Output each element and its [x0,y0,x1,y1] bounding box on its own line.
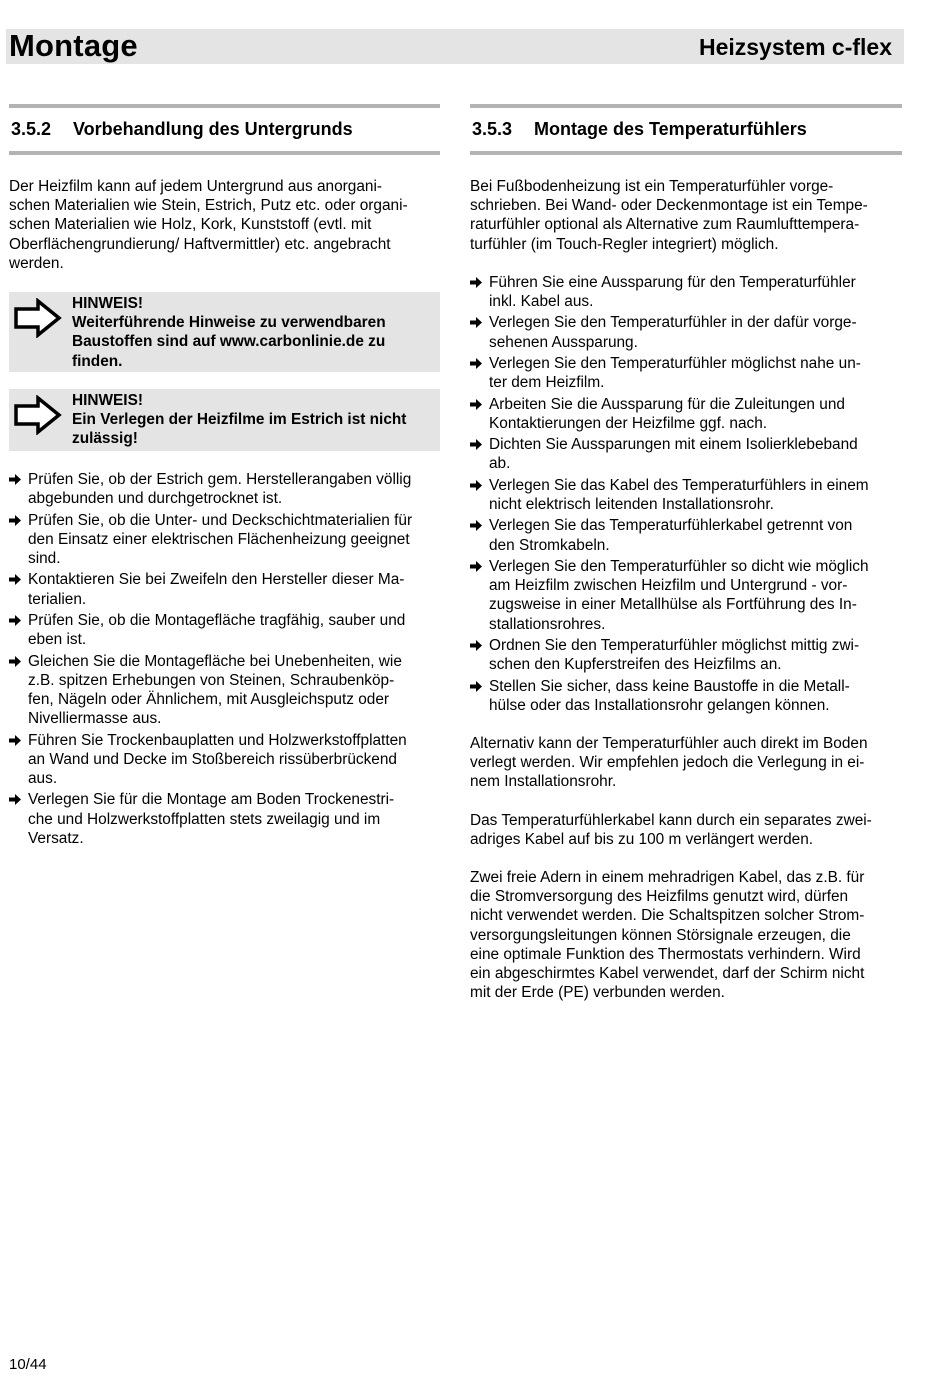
list-item: Verlegen Sie den Temperaturfühler in der dafür vorge- sehenen Aussparung. [470,313,902,351]
list-item: Kontaktieren Sie bei Zweifeln den Hersteller dieser Ma- terialien. [9,570,440,608]
bullet-arrow-icon [9,574,21,585]
section-number: 3.5.2 [11,119,52,139]
list-item: Dichten Sie Aussparungen mit einem Isolierklebeband ab. [470,435,902,473]
list-item: Stellen Sie sicher, dass keine Baustoffe in die Metall- hülse oder das Installationsrohr gelangen können. [470,677,902,715]
list-item: Gleichen Sie die Montagefläche bei Unebenheiten, wie z.B. spitzen Erhebungen von Steinen, Schraubenköp- fen, Nägeln oder Ähnlichem, mit Ausgleichsputz oder Nivelliermasse aus. [9,652,440,729]
bullet-arrow-icon [9,474,21,485]
list-item: Verlegen Sie das Temperaturfühlerkabel getrennt von den Stromkabeln. [470,516,902,554]
bullet-arrow-icon [470,520,482,531]
bullet-arrow-icon [9,735,21,746]
note-title: HINWEIS! [72,295,143,313]
bullet-arrow-icon [470,439,482,450]
section-heading [470,104,902,155]
list-item: Prüfen Sie, ob der Estrich gem. Herstellerangaben völlig abgebunden und durchgetrocknet ist. [9,470,440,508]
list-item: Verlegen Sie für die Montage am Boden Trockenestri- che und Holzwerkstoffplatten stets zweilagig und im Versatz. [9,790,440,848]
note-title: HINWEIS! [72,392,143,410]
left-column [9,104,440,850]
note-box [9,389,440,451]
bullet-arrow-icon [9,656,21,667]
bullet-arrow-icon [470,561,482,572]
bullet-arrow-icon [470,399,482,410]
list-item: Verlegen Sie den Temperaturfühler so dicht wie möglich am Heizfilm zwischen Heizfilm und Untergrund - vor- zugsweise in einer Metallhülse als Fortführung des In- stallationsrohres. [470,557,902,634]
body-paragraph: Alternativ kann der Temperaturfühler auch direkt im Boden verlegt werden. Wir empfehlen jedoch die Verlegung in ei- nem Installationsrohr. [470,734,868,791]
intro-paragraph: Der Heizfilm kann auf jedem Untergrund aus anorgani- schen Materialien wie Stein, Estrich, Putz etc. oder organi- schen Materialien wie Holz, Kork, Kunststoff (evtl. mit Oberflächengrundierung/ Haftvermittler) etc. angebracht werden. [9,178,408,272]
intro-paragraph: Bei Fußbodenheizung ist ein Temperaturfühler vorge- schrieben. Bei Wand- oder Deckenmontage ist ein Tempe- raturfühler optional als Alternative zum Raumlufttempera- turfühler (im Touch-Regler integriert) möglich. [470,178,868,253]
note-text: Ein Verlegen der Heizfilme im Estrich ist nicht zulässig! [72,411,407,448]
bullet-arrow-icon [9,515,21,526]
section-number: 3.5.3 [472,119,513,139]
body-paragraph: Zwei freie Adern in einem mehradrigen Kabel, das z.B. für die Stromversorgung des Heizfilms genutzt wird, dürfen nicht verwendet werden. Die Schaltspitzen solcher Strom- versorgungsleitungen können Störsignale erzeugen, die eine optimale Funktion des Thermostats verhindern. Wird ein abgeschirmtes Kabel verwendet, darf der Schirm nicht mit der Erde (PE) verbunden werden. [470,868,865,1002]
hint-arrow-icon [13,395,63,435]
product-title: Heizsystem c-flex [698,34,892,60]
list-item: Ordnen Sie den Temperaturfühler möglichst mittig zwi- schen den Kupferstreifen des Heizfilms an. [470,636,902,674]
bullet-arrow-icon [470,480,482,491]
body-paragraph: Das Temperaturfühlerkabel kann durch ein separates zwei- adriges Kabel auf bis zu 100 m verlängert werden. [470,811,872,848]
list-item: Führen Sie eine Aussparung für den Temperaturfühler inkl. Kabel aus. [470,273,902,311]
bullet-arrow-icon [9,794,21,805]
bullet-arrow-icon [470,277,482,288]
list-item: Arbeiten Sie die Aussparung für die Zuleitungen und Kontaktierungen der Heizfilme ggf. nach. [470,395,902,433]
list-item: Verlegen Sie den Temperaturfühler möglichst nahe un- ter dem Heizfilm. [470,354,902,392]
bullet-arrow-icon [470,640,482,651]
list-item: Prüfen Sie, ob die Montagefläche tragfähig, sauber und eben ist. [9,611,440,649]
section-title: Vorbehandlung des Untergrunds [73,119,353,139]
page-header [6,29,904,64]
bullet-arrow-icon [470,681,482,692]
list-item: Verlegen Sie das Kabel des Temperaturfühlers in einem nicht elektrisch leitenden Installationsrohr. [470,476,902,514]
instruction-list [470,273,902,715]
section-title: Montage des Temperaturfühlers [534,119,807,139]
note-text: Weiterführende Hinweise zu verwendbaren Baustoffen sind auf www.carbonlinie.de zu finden. [72,314,386,370]
list-item: Führen Sie Trockenbauplatten und Holzwerkstoffplatten an Wand und Decke im Stoßbereich rissüberbrückend aus. [9,731,440,789]
page-number: 10/44 [9,1356,47,1373]
bullet-arrow-icon [470,358,482,369]
instruction-list [9,470,440,848]
list-item: Prüfen Sie, ob die Unter- und Deckschichtmaterialien für den Einsatz einer elektrischen Flächenheizung geeignet sind. [9,511,440,569]
section-heading [9,104,440,155]
right-column [470,104,902,1002]
bullet-arrow-icon [470,317,482,328]
note-box [9,292,440,372]
hint-arrow-icon [13,298,63,338]
bullet-arrow-icon [9,615,21,626]
chapter-title: Montage [9,28,138,63]
